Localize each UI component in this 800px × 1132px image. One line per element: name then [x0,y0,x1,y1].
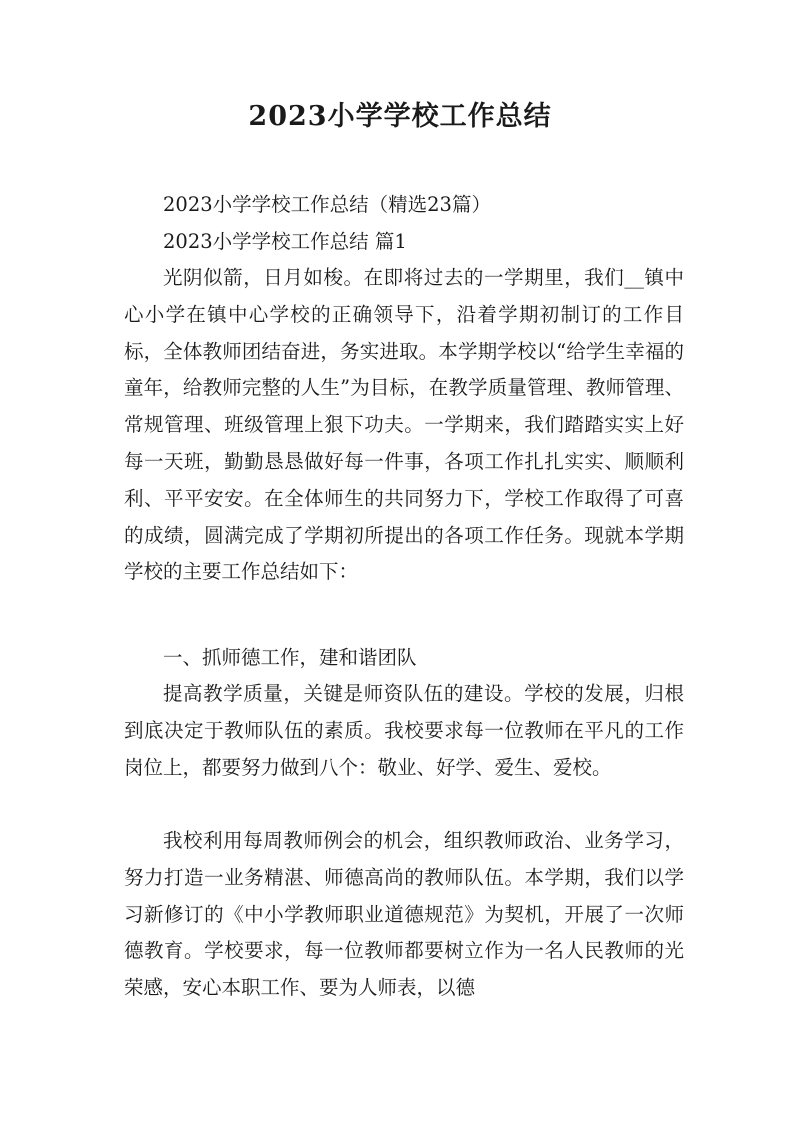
paragraph-intro: 光阴似箭，日月如梭。在即将过去的一学期里，我们__镇中心小学在镇中心学校的正确领导下，沿着学期初制订的工作目标，全体教师团结奋进，务实进取。本学期学校以“给学生幸福的童年，给教师完整的人生”为目标，在教学质量管理、教师管理、常规管理、班级管理上狠下功夫。一学期来，我们踏踏实实上好每一天班，勤勤恳恳做好每一件事，各项工作扎扎实实、顺顺利利、平平安安。在全体师生的共同努力下，学校工作取得了可喜的成绩，圆满完成了学期初所提出的各项工作任务。现就本学期学校的主要工作总结如下： [124,266,684,584]
subheading-teacher-ethics: 一、抓师德工作，建和谐团队 [163,646,417,669]
paragraph-teacher-study: 我校利用每周教师例会的机会，组织教师政治、业务学习，努力打造一业务精湛、师德高尚的教师队伍。本学期，我们以学习新修订的《中小学教师职业道德规范》为契机，开展了一次师德教育。学校要求，每一位教师都要树立作为一名人民教师的光荣感，安心本职工作、要为人师表，以德 [124,829,684,1000]
document-title: 2023小学学校工作总结 [248,101,552,132]
section-heading: 2023小学学校工作总结 篇1 [163,230,407,253]
document-subtitle: 2023小学学校工作总结（精选23篇） [163,193,491,216]
paragraph-teacher-quality: 提高教学质量，关键是师资队伍的建设。学校的发展，归根到底决定于教师队伍的素质。我校要求每一位教师在平凡的工作岗位上，都要努力做到八个：敬业、好学、爱生、爱校。 [124,682,684,779]
